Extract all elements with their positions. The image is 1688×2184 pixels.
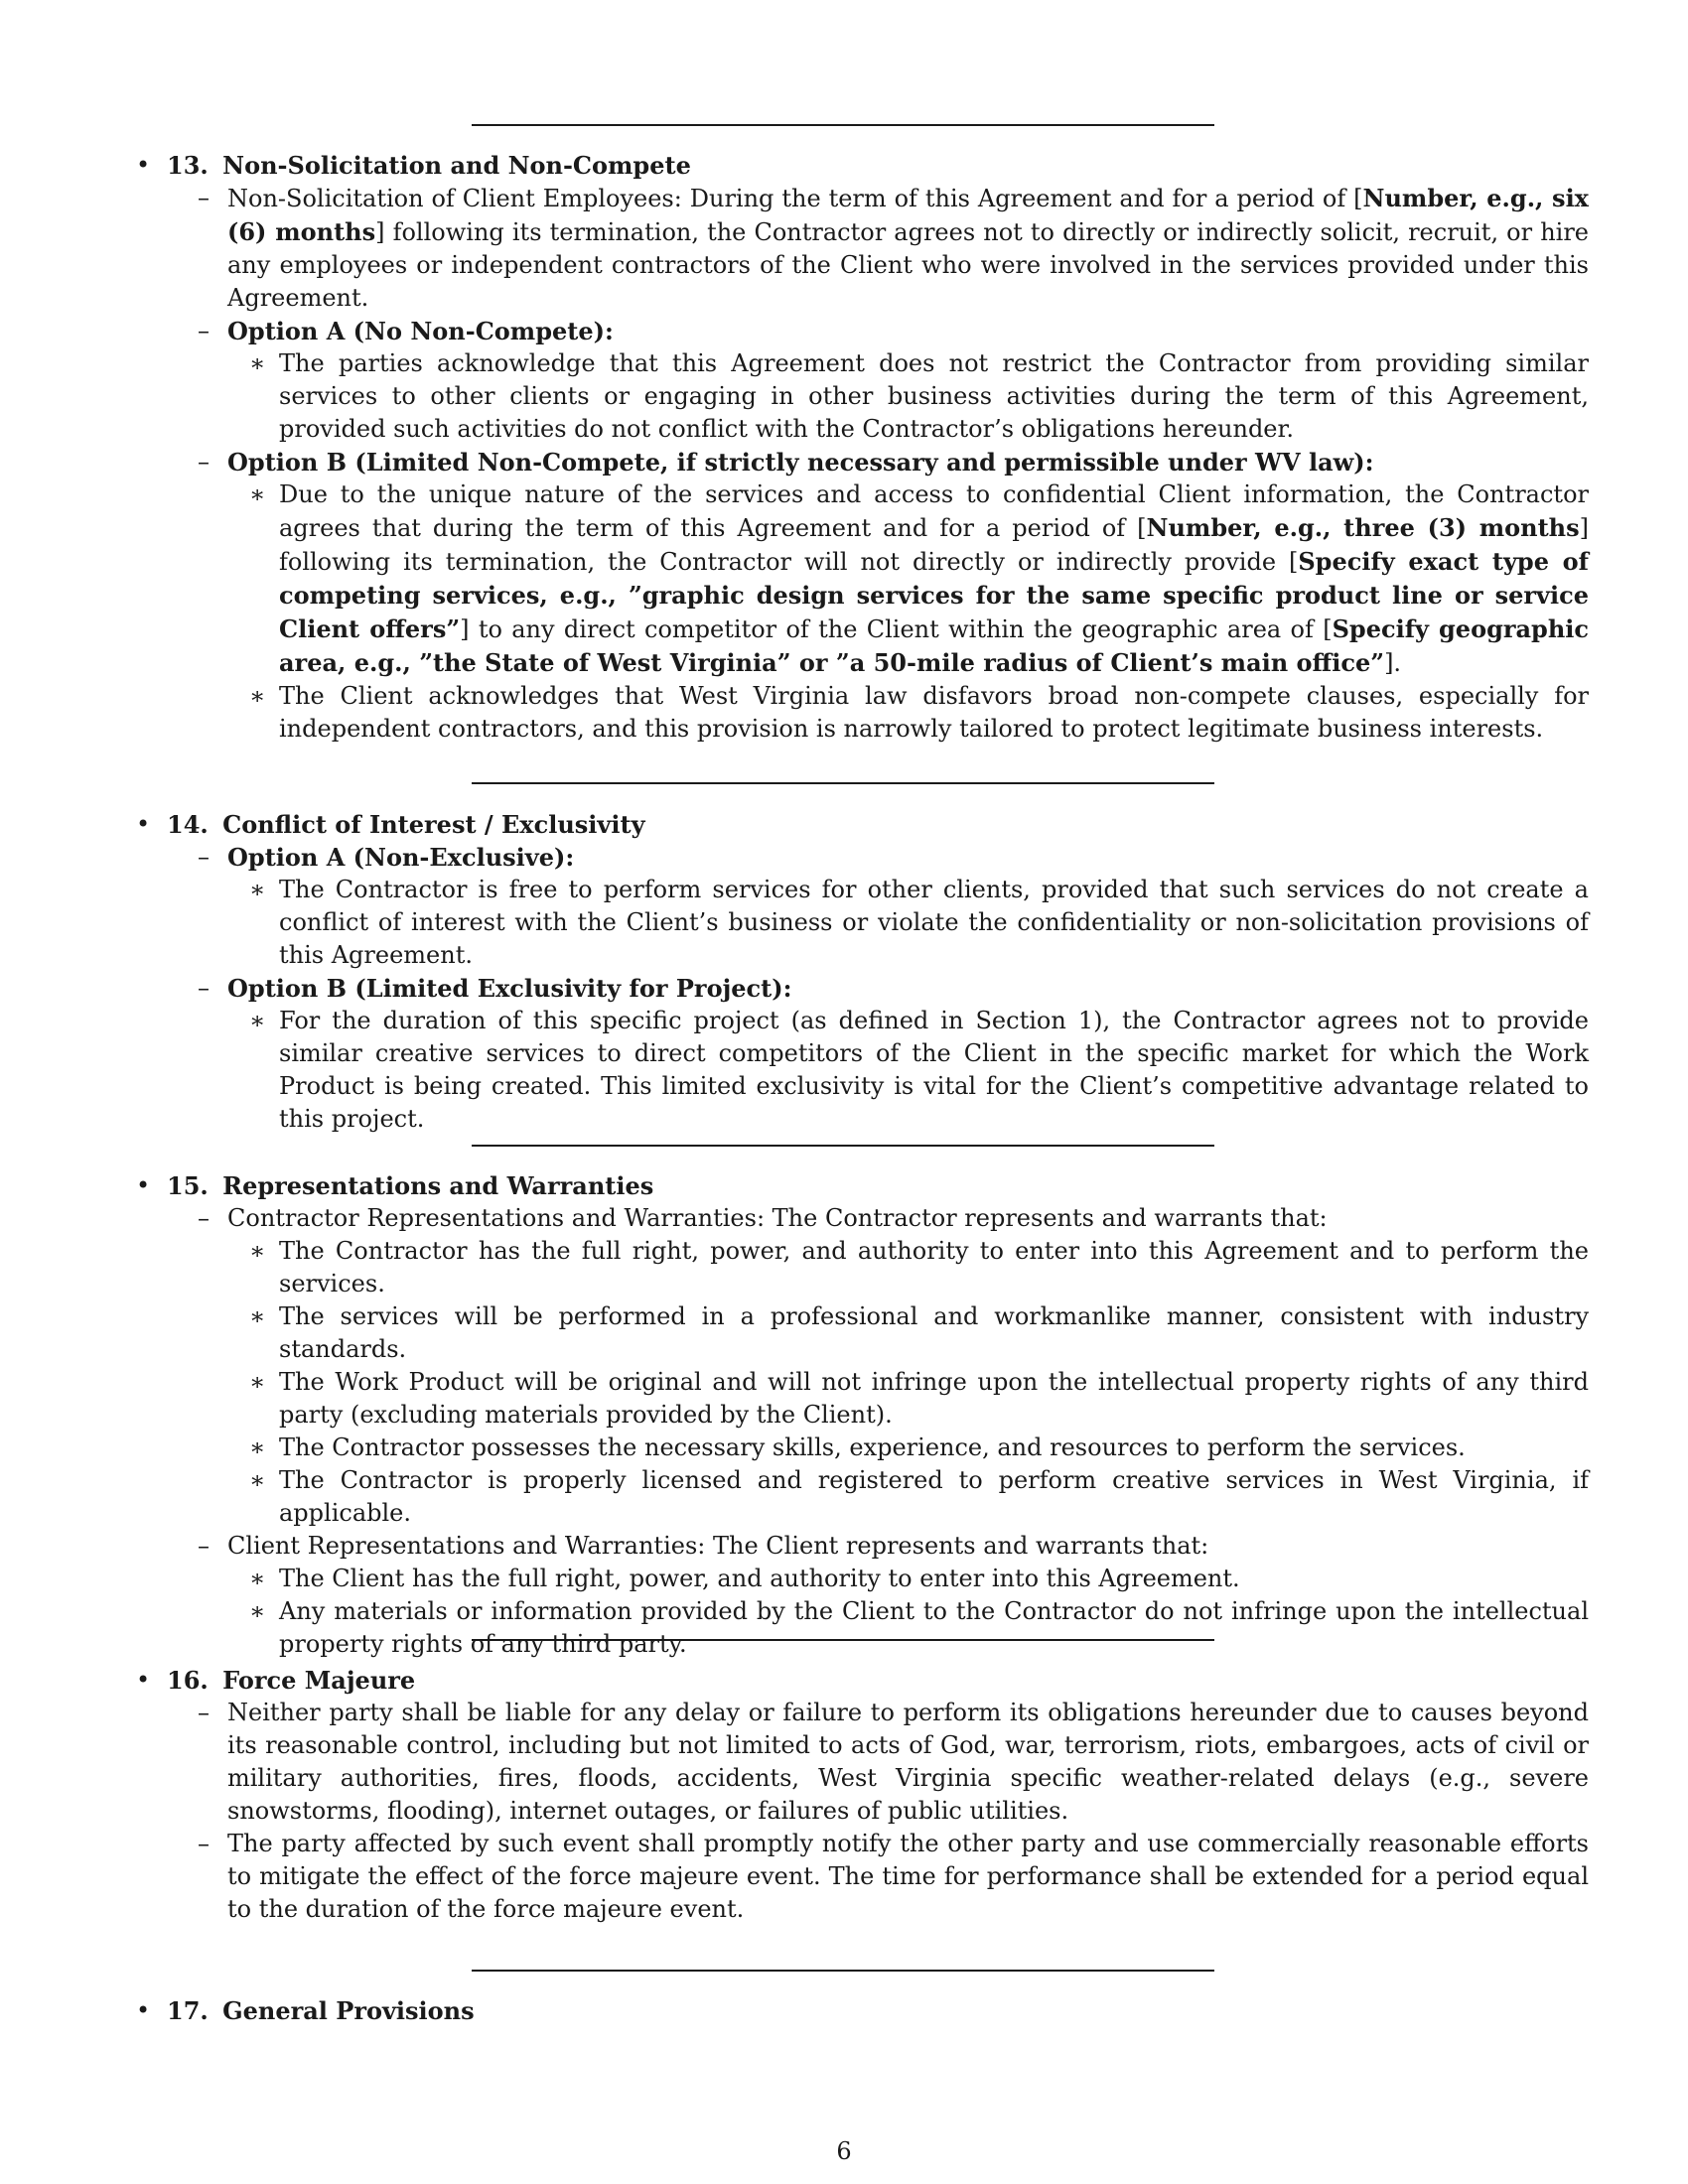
list-item [0, 1202, 1688, 1235]
star-marker: ∗ [249, 1302, 266, 1330]
page-number: 6 [836, 2137, 852, 2165]
paragraph-text: The Contractor possesses the necessary skills, experience, and resources to perform the services. [279, 1433, 1466, 1461]
paragraph-text: ] following its termination, the Contractor agrees not to directly or indirectly solicit, recruit, or hire any employees or independent contractors of the Client who were involved in the services provided under this Agreement. [227, 218, 1590, 312]
option-a-label: Option A (No Non-Compete): [227, 317, 614, 345]
star-marker: ∗ [249, 1007, 266, 1034]
star-marker: ∗ [249, 1433, 266, 1461]
star-marker: ∗ [249, 349, 266, 377]
option-label [0, 841, 1688, 874]
paragraph-text: Any materials or information provided by the Client to the Contractor do not infringe upon the intellectual property rights of any third party. [279, 1597, 1589, 1658]
section-number: 17. [167, 1996, 209, 2025]
dash-marker: – [198, 843, 210, 871]
list-item [0, 874, 1688, 972]
paragraph-text: The Client acknowledges that West Virginia law disfavors broad non-compete clauses, especially for independent contractors, and this provision is narrowly tailored to protect legitimate business interests. [279, 682, 1589, 743]
star-marker: ∗ [249, 480, 266, 508]
section-heading [0, 1169, 1688, 1202]
star-marker: ∗ [249, 1466, 266, 1494]
bullet-marker: • [136, 1996, 151, 2024]
paragraph-text: The Contractor is properly licensed and registered to perform creative services in West Virginia, if applicable. [279, 1466, 1589, 1527]
section-divider [472, 1970, 1214, 1972]
section-16 [0, 1664, 1688, 1926]
section-15 [0, 1169, 1688, 1661]
option-label [0, 972, 1688, 1005]
option-b-label: Option B (Limited Exclusivity for Project): [227, 974, 792, 1003]
section-heading [0, 1994, 1688, 2027]
dash-marker: – [198, 1204, 210, 1232]
bullet-marker: • [136, 1171, 151, 1199]
placeholder-text: Number, e.g., three (3) months [1146, 513, 1580, 542]
list-item [0, 347, 1688, 446]
bullet-marker: • [136, 810, 151, 838]
section-title: Force Majeure [222, 1666, 416, 1695]
list-item [0, 1563, 1688, 1595]
paragraph-text: Non-Solicitation of Client Employees: During the term of this Agreement and for a period of [ [227, 185, 1363, 212]
option-a-label: Option A (Non-Exclusive): [227, 843, 575, 872]
option-label [0, 446, 1688, 478]
star-marker: ∗ [249, 1597, 266, 1625]
section-14 [0, 808, 1688, 1136]
list-item [0, 680, 1688, 746]
list-item [0, 1595, 1688, 1661]
list-item [0, 1235, 1688, 1300]
paragraph-text: The services will be performed in a professional and workmanlike manner, consistent with industry standards. [279, 1302, 1589, 1363]
paragraph-text: The Work Product will be original and will not infringe upon the intellectual property rights of any third party (excluding materials provided by the Client). [279, 1368, 1589, 1429]
paragraph-text: The party affected by such event shall promptly notify the other party and use commercially reasonable efforts to mitigate the effect of the force majeure event. The time for performance shall be extended for a period equal to the duration of the force majeure event. [227, 1830, 1589, 1923]
section-title: General Provisions [222, 1996, 475, 2025]
star-marker: ∗ [249, 1237, 266, 1265]
section-title: Conflict of Interest / Exclusivity [222, 810, 645, 839]
section-title: Representations and Warranties [222, 1171, 654, 1200]
list-item [0, 1697, 1688, 1828]
section-17 [0, 1994, 1688, 2027]
list-item [0, 1464, 1688, 1530]
section-heading [0, 1664, 1688, 1697]
list-item [0, 1366, 1688, 1432]
list-item [0, 1432, 1688, 1464]
paragraph-text: ] following its termination, the Contractor will not directly or indirectly provide [ [279, 514, 1590, 576]
section-heading [0, 149, 1688, 182]
paragraph-text: ] to any direct competitor of the Client within the geographic area of [ [460, 615, 1333, 643]
list-item [0, 1300, 1688, 1366]
list-item [0, 1828, 1688, 1926]
section-heading [0, 808, 1688, 841]
section-divider [472, 1145, 1214, 1147]
bullet-marker: • [136, 1666, 151, 1694]
paragraph-text: The Contractor has the full right, power, and authority to enter into this Agreement and to perform the services. [279, 1237, 1589, 1297]
paragraph-text: Due to the unique nature of the services and access to confidential Client information, the Contractor agrees that during the term of this Agreement and for a period of [ [279, 480, 1589, 542]
bullet-marker: • [136, 151, 151, 179]
dash-marker: – [198, 448, 210, 476]
section-number: 13. [167, 151, 209, 180]
dash-marker: – [198, 1830, 210, 1857]
dash-marker: – [198, 1532, 210, 1560]
paragraph-text: Neither party shall be liable for any delay or failure to perform its obligations hereunder due to causes beyond its reasonable control, including but not limited to acts of God, war, terrorism, riots, embargoes, acts of civil or military authorities, fires, floods, accidents, West Virginia specific weather-related delays (e.g., severe snowstorms, flooding), internet outages, or failures of public utilities. [227, 1699, 1589, 1825]
option-b-label: Option B (Limited Non-Compete, if strictly necessary and permissible under WV law): [227, 448, 1374, 477]
dash-marker: – [198, 974, 210, 1002]
paragraph-text: The parties acknowledge that this Agreement does not restrict the Contractor from providing similar services to other clients or engaging in other business activities during the term of this Agreement, provided such activities do not conflict with the Contractor’s obligations hereunder. [279, 349, 1589, 443]
section-13 [0, 149, 1688, 746]
star-marker: ∗ [249, 1565, 266, 1592]
placeholder-text: Number, e.g., six (6) months [227, 184, 1589, 246]
dash-marker: – [198, 317, 210, 344]
list-item [0, 478, 1688, 680]
option-label [0, 315, 1688, 347]
section-number: 16. [167, 1666, 209, 1695]
section-divider [472, 782, 1214, 784]
list-item [0, 1005, 1688, 1136]
section-number: 15. [167, 1171, 209, 1200]
paragraph-text: Contractor Representations and Warranties: The Contractor represents and warrants that: [227, 1204, 1328, 1232]
section-number: 14. [167, 810, 209, 839]
dash-marker: – [198, 184, 210, 211]
star-marker: ∗ [249, 1368, 266, 1396]
section-divider [472, 1639, 1214, 1641]
star-marker: ∗ [249, 682, 266, 710]
paragraph-text: ]. [1384, 649, 1402, 677]
section-title: Non-Solicitation and Non-Compete [222, 151, 691, 180]
paragraph-text: Client Representations and Warranties: The Client represents and warrants that: [227, 1532, 1209, 1560]
list-item [0, 1530, 1688, 1563]
placeholder-text: Specify geographic area, e.g., ”the State of West Virginia” or ”a 50-mile radius of Client’s main office” [279, 614, 1590, 677]
section-divider [472, 124, 1214, 126]
dash-marker: – [198, 1699, 210, 1726]
star-marker: ∗ [249, 876, 266, 903]
placeholder-text: Specify exact type of competing services, e.g., ”graphic design services for the same specific product line or service Client offers” [279, 547, 1589, 643]
list-item [0, 182, 1688, 315]
paragraph-text: The Contractor is free to perform services for other clients, provided that such services do not create a conflict of interest with the Client’s business or violate the confidentiality or non-solicitation provisions of this Agreement. [279, 876, 1589, 969]
paragraph-text: The Client has the full right, power, and authority to enter into this Agreement. [279, 1565, 1240, 1592]
paragraph-text: For the duration of this specific project (as defined in Section 1), the Contractor agrees not to provide similar creative services to direct competitors of the Client in the specific market for which the Work Product is being created. This limited exclusivity is vital for the Client’s competitive advantage related to this project. [279, 1007, 1589, 1133]
